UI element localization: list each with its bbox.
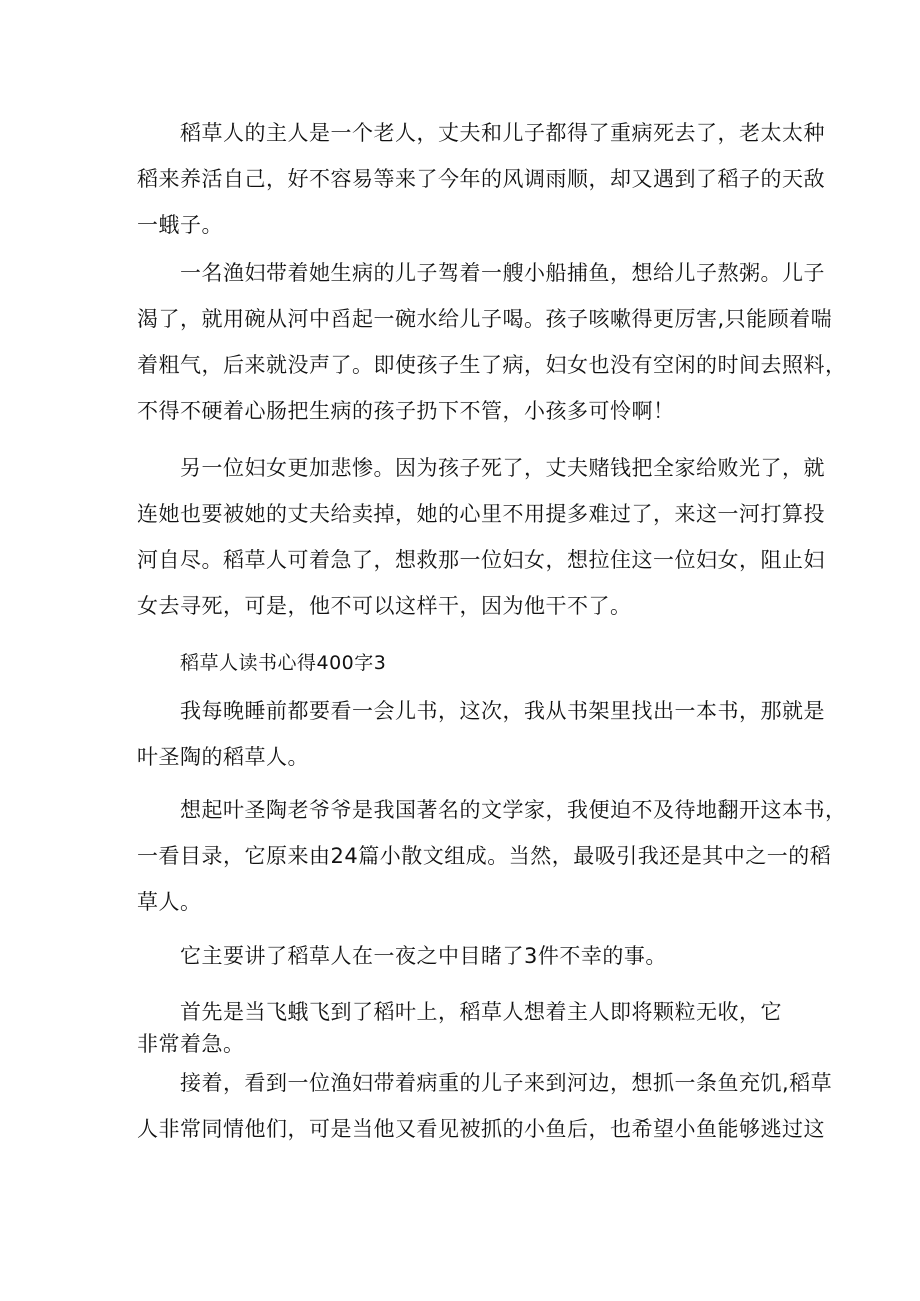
paragraph-author <box>137 787 847 925</box>
text-line: 我每晚睡前都要看一会儿书，这次，我从书架里找出一本书，那就是 <box>180 699 825 723</box>
text-line: 连她也要被她的丈夫给卖掉，她的心里不用提多难过了，来这一河打算投 <box>137 502 825 526</box>
text-line: 另一位妇女更加悲惨。因为孩子死了，丈夫赌钱把全家给败光了，就 <box>180 456 825 480</box>
text-line: 女去寻死，可是，他不可以这样干，因为他干不了。 <box>137 594 632 618</box>
text-line: 不得不硬着心肠把生病的孩子扔下不管，小孩多可怜啊！ <box>137 399 675 423</box>
text-line: 接着，看到一位渔妇带着病重的儿子来到河边，想抓一条鱼充饥,稻草 <box>180 1071 833 1095</box>
text-line: 河自尽。稻草人可着急了，想救那一位妇女，想拉住这一位妇女，阻止妇 <box>137 548 825 572</box>
text-line: 人非常同情他们，可是当他又看见被抓的小鱼后，也希望小鱼能够逃过这 <box>137 1117 825 1141</box>
text-line: 叶圣陶的稻草人。 <box>137 745 309 769</box>
text-line: 草人。 <box>137 890 202 914</box>
text-line: 想起叶圣陶老爷爷是我国著名的文学家，我便迫不及待地翻开这本书， <box>180 798 847 822</box>
text-line: 一名渔妇带着她生病的儿子驾着一艘小船捕鱼，想给儿子熬粥。儿子 <box>180 261 825 285</box>
paragraph-other-woman <box>137 445 825 629</box>
text-line: 着粗气，后来就没声了。即使孩子生了病，妇女也没有空闲的时间去照料， <box>137 353 847 377</box>
text-line: 一看目录，它原来由24篇小散文组成。当然，最吸引我还是其中之一的稻 <box>137 844 832 868</box>
paragraph-reading-habit <box>137 688 825 780</box>
paragraph-summary <box>137 933 787 979</box>
text-line: 稻来养活自己，好不容易等来了今年的风调雨顺，却又遇到了稻子的天敌 <box>137 167 825 191</box>
text-line: 非常着急。 <box>137 1032 245 1056</box>
section-heading: 稻草人读书心得400字3 <box>180 652 387 674</box>
paragraph-first-event <box>137 996 787 1060</box>
text-line: 首先是当飞蛾飞到了稻叶上，稻草人想着主人即将颗粒无收，它 <box>180 1000 782 1024</box>
text-line: 渴了，就用碗从河中舀起一碗水给儿子喝。孩子咳嗽得更厉害,只能顾着喘 <box>137 307 833 331</box>
text-line: 一蛾子。 <box>137 213 223 237</box>
text-line: 稻草人的主人是一个老人，丈夫和儿子都得了重病死去了，老太太种 <box>180 121 825 145</box>
paragraph-second-event <box>137 1060 833 1152</box>
paragraph-fisherwoman <box>137 250 847 434</box>
text-line: 它主要讲了稻草人在一夜之中目睹了3件不幸的事。 <box>180 944 667 968</box>
paragraph-owner <box>137 110 825 248</box>
